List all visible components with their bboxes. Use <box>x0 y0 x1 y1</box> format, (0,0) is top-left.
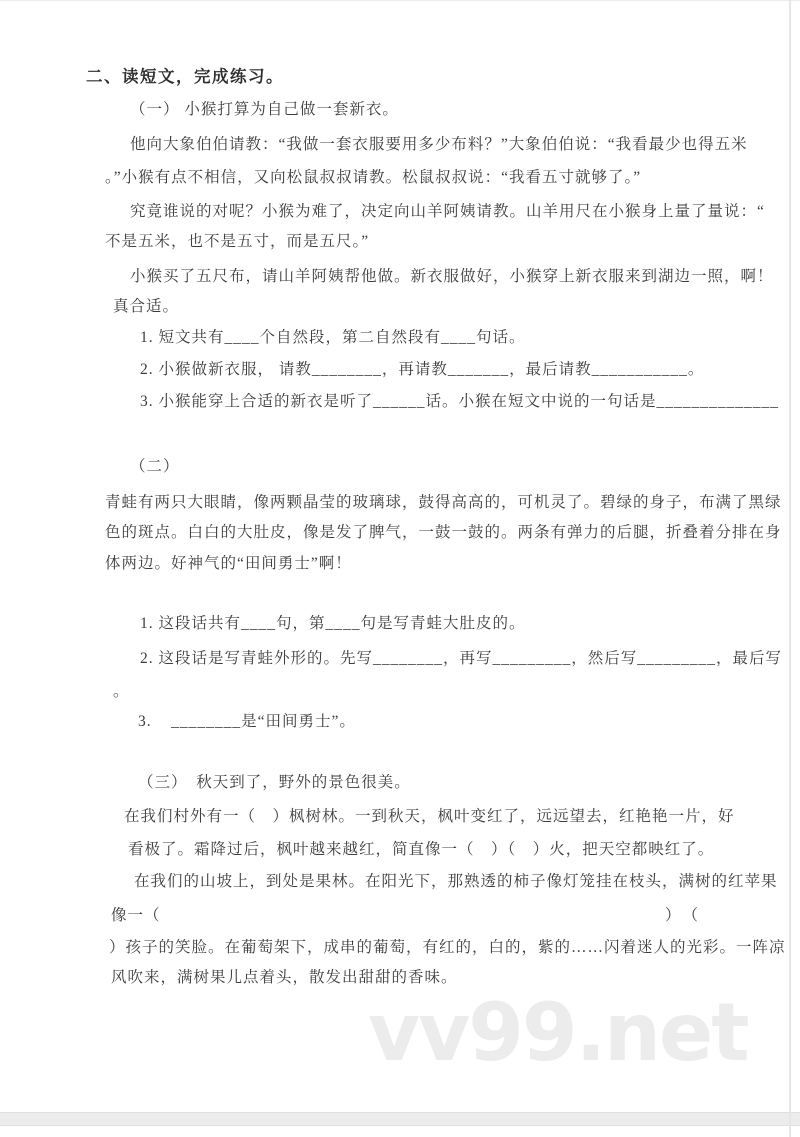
part2-paragraph-line: 色的斑点。白白的大肚皮，像是发了脾气，一鼓一鼓的。两条有弹力的后腿，折叠着分排在身 <box>105 524 782 541</box>
part1-question-1: 1. 短文共有____个自然段，第二自然段有____句话。 <box>140 329 526 346</box>
page-bottom-separator <box>0 1112 800 1126</box>
part2-label: （二） <box>130 458 180 475</box>
part3-paragraph-line: 在我们村外有一（ ）枫树林。一到秋天，枫叶变红了，远远望去，红艳艳一片，好 <box>124 808 735 825</box>
part3-paragraph-line: 看极了。霜降过后，枫叶越来越红，简直像一（ ）（ ）火，把天空都映红了。 <box>128 841 715 858</box>
part1-paragraph-line: 不是五米，也不是五寸，而是五尺。” <box>105 233 370 250</box>
part2-question-3: 3. ________是“田间勇士”。 <box>138 713 356 730</box>
part3-paragraph-line: 像一（ <box>111 907 161 924</box>
part3-paragraph-line: 风吹来，满树果儿点着头，散发出甜甜的香味。 <box>111 969 458 986</box>
part3-paragraph-line: （三） 秋天到了，野外的景色很美。 <box>138 774 411 791</box>
part3-paragraph-line: ）孩子的笑脸。在葡萄架下，成串的葡萄，有红的，白的，紫的……闪着迷人的光彩。一阵凉 <box>109 939 786 956</box>
part1-paragraph-line: 真合适。 <box>113 298 180 315</box>
part1-question-2: 2. 小猴做新衣服， 请教________，再请教_______，最后请教___________。 <box>140 361 705 378</box>
part1-paragraph-line: （一） 小猴打算为自己做一套新衣。 <box>130 101 399 118</box>
page-right-edge <box>789 0 791 1137</box>
section-heading: 二、读短文，完成练习。 <box>86 68 284 86</box>
part1-paragraph-line: 他向大象伯伯请教：“我做一套衣服要用多少布料？”大象伯伯说：“我看最少也得五米 <box>130 136 748 153</box>
part2-paragraph-line: 青蛙有两只大眼睛，像两颗晶莹的玻璃球，鼓得高高的，可机灵了。碧绿的身子，布满了黑绿 <box>105 494 782 511</box>
part2-paragraph-line: 体两边。好神气的“田间勇士”啊！ <box>105 555 352 572</box>
page-top-edge <box>0 0 800 1</box>
site-watermark: vv99.net <box>368 986 748 1079</box>
part3-paragraph-line: 在我们的山坡上，到处是果林。在阳光下，那熟透的柿子像灯笼挂在枝头，满树的红苹果 <box>134 873 778 890</box>
part1-question-3: 3. 小猴能穿上合适的新衣是听了______话。小猴在短文中说的一句话是______________ <box>140 393 780 410</box>
part1-paragraph-line: 。”小猴有点不相信，又向松鼠叔叔请教。松鼠叔叔说：“我看五寸就够了。” <box>105 169 642 186</box>
part2-question-1: 1. 这段话共有____句，第____句是写青蛙大肚皮的。 <box>140 615 526 632</box>
part2-question-2: 2. 这段话是写青蛙外形的。先写________，再写_________，然后写_________，最后写 <box>140 650 783 667</box>
part1-paragraph-line: 究竟谁说的对呢？小猴为难了，决定向山羊阿姨请教。山羊用尺在小猴身上量了量说：“ <box>130 203 765 220</box>
part2-question-2-continuation: 。 <box>113 683 130 700</box>
part1-paragraph-line: 小猴买了五尺布，请山羊阿姨帮他做。新衣服做好，小猴穿上新衣服来到湖边一照，啊！ <box>130 268 774 285</box>
part3-paragraph-line: ） （ <box>665 907 700 924</box>
